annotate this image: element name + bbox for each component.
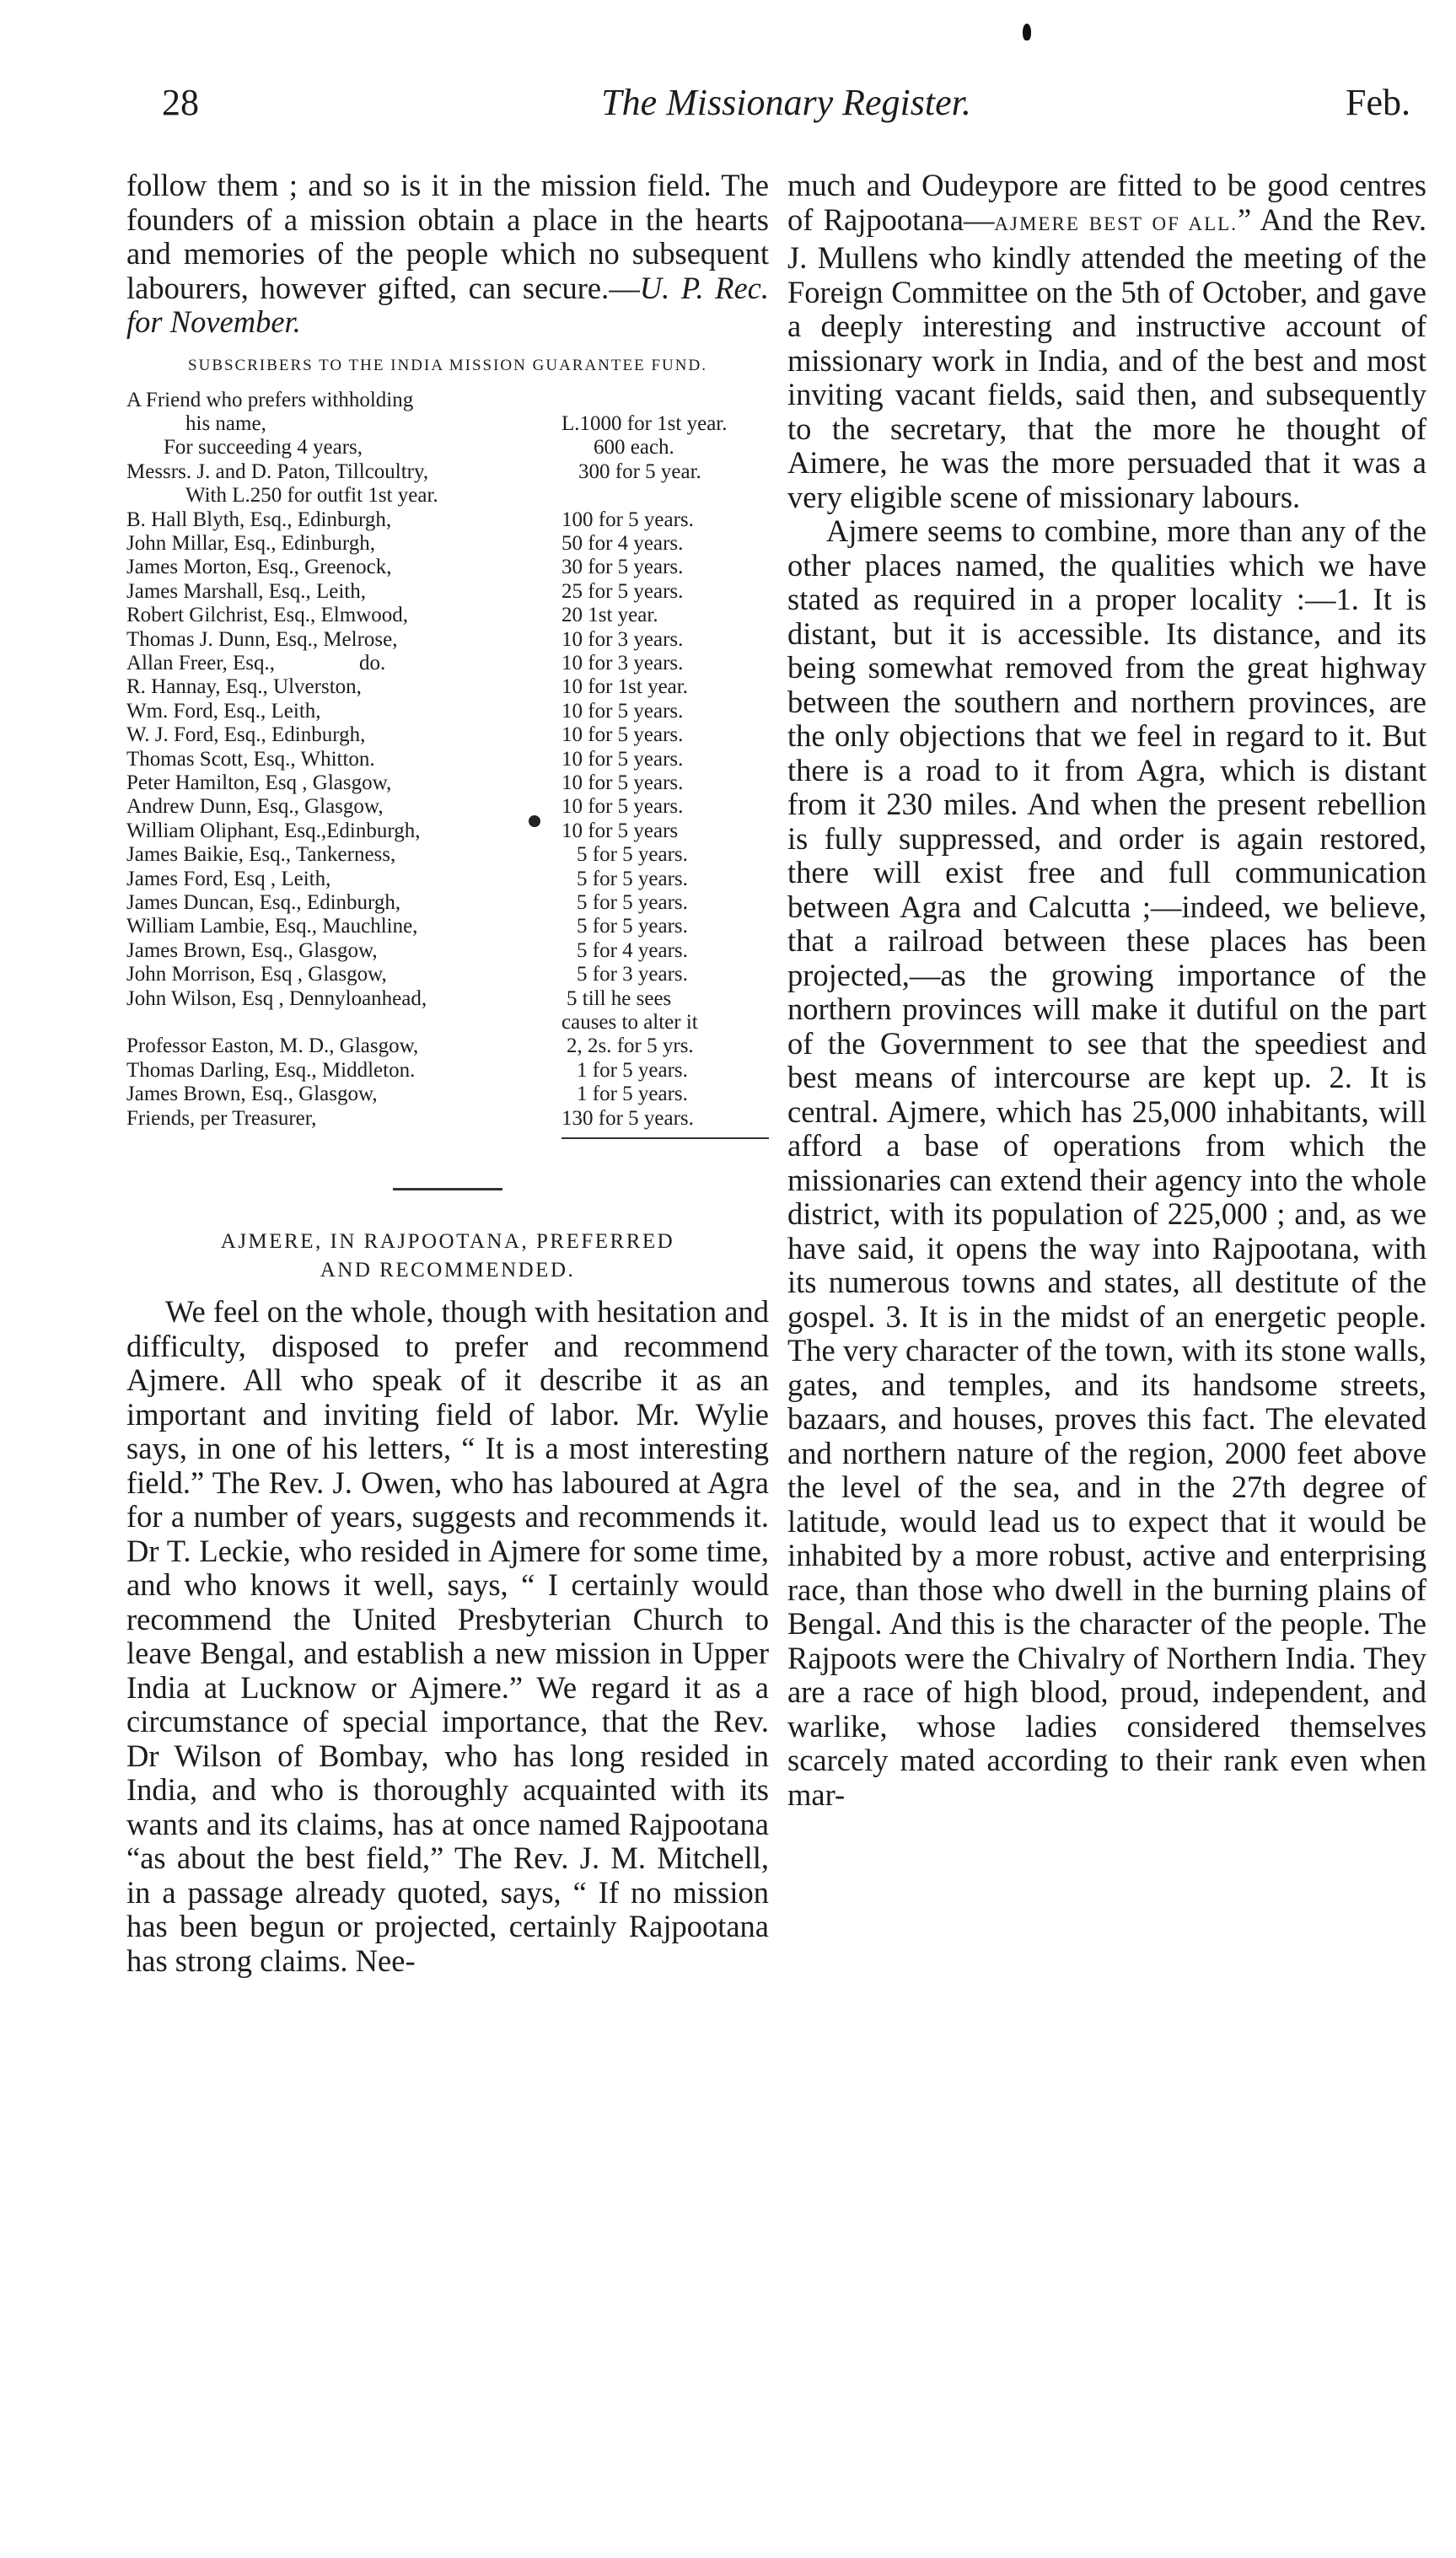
list-item: Robert Gilchrist, Esq., Elmwood, 20 1st year.	[126, 604, 658, 627]
list-item: causes to alter it	[561, 1011, 698, 1034]
journal-title: The Missionary Register.	[601, 82, 971, 123]
section-body: We feel on the whole, though with hesitation and difficulty, disposed to prefer and recommend Ajmere. All who speak of it describe it as an important and inviting field of labor. Mr. Wylie says, in one of his letters, “ It is a most interesting field.” The Rev. J. Owen, who has laboured at Agra for a number of years, suggests and recommends it. Dr T. Leckie, who resided in Ajmere for some time, and who knows it well, says, “ I certainly would recommend the United Presbyterian Church to leave Bengal, and establish a new mission in Upper India at Lucknow or Ajmere.” We regard it as a circumstance of special importance, that the Rev. Dr Wilson of Bombay, who has long resided in India, and who is thoroughly acquainted with its wants and its claims, has at once named Rajpootana “as about the best field,” The Rev. J. M. Mitchell, in a passage already quoted, says, “ If no mission has been begun or projected, certainly Rajpootana has strong claims. Nee-	[126, 1294, 769, 1978]
list-item: Thomas Darling, Esq., Middleton. 1 for 5 years.	[126, 1058, 688, 1082]
list-item: James Ford, Esq , Leith, 5 for 5 years.	[126, 867, 688, 890]
list-item: Friends, per Treasurer, 130 for 5 years.	[126, 1106, 694, 1130]
issue-month: Feb.	[1346, 82, 1410, 123]
intro-source: U. P. Rec. for November.	[126, 270, 769, 339]
list-item: R. Hannay, Esq., Ulverston, 10 for 1st year.	[126, 675, 688, 699]
intro-paragraph	[126, 169, 769, 340]
paragraph-text: much and Oudeypore are fitted to be good centres of Rajpootana—	[787, 168, 1426, 237]
list-item: Professor Easton, M. D., Glasgow, 2, 2s. for 5 yrs.	[126, 1034, 694, 1058]
running-header	[162, 81, 1410, 140]
list-item: William Oliphant, Esq.,Edinburgh, 10 for 5 years	[126, 819, 679, 842]
list-item: A Friend who prefers withholding	[126, 388, 414, 411]
right-paragraph-2: Ajmere seems to combine, more than any of the other places named, the qualities which we have stated as required in a proper locality :—1. It is distant, but it is accessible. Its distance, and its being somewhat removed from the great highway between the southern and northern provinces, are the only objections that we feel in regard to it. But there is a road to it from Agra, which is distant from it 230 miles. And when the present rebellion is fully suppressed, and order is again restored, there will exist free and full communication between Agra and Calcutta ;—indeed, we believe, that a railroad between these places has been projected,—as the growing importance of the northern provinces will make it dutiful on the part of the Government to see that the speediest and best means of intercourse are kept up. 2. It is central. Ajmere, which has 25,000 inhabitants, will afford a base of operations from which the missionaries can extend their agency into the whole district, with its population of 225,000 ; and, as we have said, it opens the way into Rajpootana, with its numerous towns and states, all destitute of the gospel. 3. It is in the midst of an energetic people. The very character of the town, with its stone walls, gates, and temples, and its handsome streets, bazaars, and houses, proves this fact. The elevated and northern nature of the region, 2000 feet above the level of the sea, and in the 27th degree of latitude, would lead us to expect that it would be inhabited by a more robust, active and enterprising race, than those who dwell in the burning plains of Bengal. And this is the character of the people. The Rajpoots were the Chivalry of Northern India. They are a race of high blood, proud, independent, and warlike, whose ladies considered themselves scarcely mated according to their rank even when mar-	[787, 513, 1426, 1812]
list-item: James Baikie, Esq., Tankerness, 5 for 5 years.	[126, 843, 688, 867]
section-heading	[126, 1228, 769, 1285]
list-item: James Morton, Esq., Greenock, 30 for 5 years.	[126, 556, 684, 579]
section-heading-line: AJMERE, IN RAJPOOTANA, PREFERRED	[220, 1230, 675, 1254]
list-item: James Brown, Esq., Glasgow, 1 for 5 years.	[126, 1083, 688, 1106]
right-paragraph-1	[787, 169, 1426, 514]
list-item: With L.250 for outfit 1st year.	[185, 484, 438, 508]
list-item: John Millar, Esq., Edinburgh, 50 for 4 years.	[126, 531, 684, 555]
list-item: James Duncan, Esq., Edinburgh, 5 for 5 years.	[126, 891, 688, 915]
list-item: For succeeding 4 years, 600 each.	[164, 436, 674, 459]
list-item: James Brown, Esq., Glasgow, 5 for 4 years.	[126, 938, 688, 962]
list-item: Allan Freer, Esq., do. 10 for 3 years.	[126, 651, 684, 674]
list-item: his name, L.1000 for 1st year.	[185, 411, 728, 435]
list-item: B. Hall Blyth, Esq., Edinburgh, 100 for 5 years.	[126, 508, 694, 531]
list-item: W. J. Ford, Esq., Edinburgh, 10 for 5 years.	[126, 723, 684, 747]
list-item: John Wilson, Esq , Dennyloanhead, 5 till he sees	[126, 986, 672, 1010]
section-heading-line: AND RECOMMENDED.	[320, 1259, 576, 1282]
paragraph-text: ” And the Rev. J. Mullens who kindly attended the meeting of the Foreign Committee on the 5th of October, and gave a deeply interesting and instructive account of missionary work in India, and of the best and most inviting vacant fields, said then, and subsequently to the secretary, that the more he thought of Aimere, he was the more persuaded that it was a very eligible scene of missionary labours.	[787, 202, 1427, 514]
ink-speck	[1023, 24, 1031, 40]
small-caps-phrase: AJMERE BEST OF ALL.	[994, 212, 1238, 234]
list-item: Andrew Dunn, Esq., Glasgow, 10 for 5 years.	[126, 795, 684, 819]
list-item: James Marshall, Esq., Leith, 25 for 5 years.	[126, 579, 684, 603]
subscribers-heading: SUBSCRIBERS TO THE INDIA MISSION GUARANTEE FUND.	[188, 356, 707, 374]
left-column	[126, 169, 769, 1978]
list-item: Wm. Ford, Esq., Leith, 10 for 5 years.	[126, 699, 684, 723]
subscribers-list	[126, 389, 769, 1131]
right-column	[787, 169, 1426, 1812]
page-number: 28	[162, 82, 199, 123]
list-item: William Lambie, Esq., Mauchline, 5 for 5 years.	[126, 915, 688, 938]
list-item: Thomas Scott, Esq., Whitton. 10 for 5 years.	[126, 747, 684, 771]
list-item: Peter Hamilton, Esq , Glasgow, 10 for 5 years.	[126, 771, 684, 794]
intro-text: follow them ; and so is it in the mission field. The founders of a mission obtain a place in the hearts and memories of the people which no subsequent labourers, however gifted, can secure.—	[126, 168, 769, 305]
list-item: John Morrison, Esq , Glasgow, 5 for 3 years.	[126, 963, 688, 986]
list-item: Thomas J. Dunn, Esq., Melrose, 10 for 3 years.	[126, 627, 684, 651]
total-rule	[561, 1137, 769, 1139]
section-divider	[393, 1188, 502, 1190]
list-item: Messrs. J. and D. Paton, Tillcoultry, 300 for 5 year.	[126, 459, 701, 483]
